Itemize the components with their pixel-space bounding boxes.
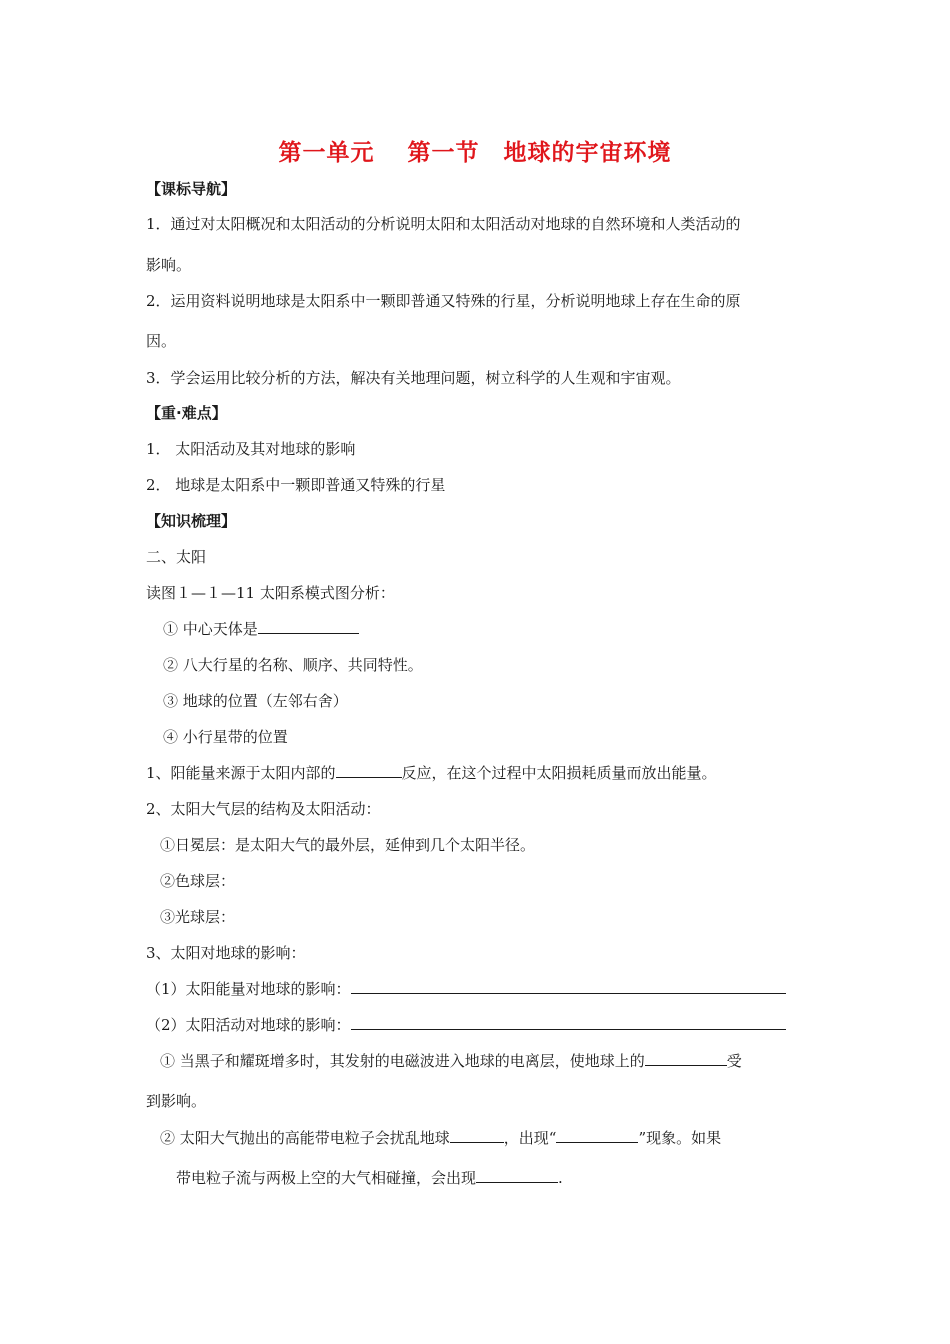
question-3-2-ii-cont — [176, 1168, 563, 1188]
knowledge-heading: 【知识梳理】 — [146, 512, 237, 530]
answer-blank[interactable] — [556, 1128, 638, 1143]
question-1-text-a: 1、阳能量来源于太阳内部的 — [146, 764, 336, 782]
fig-item-4: ④ 小行星带的位置 — [163, 728, 288, 746]
question-3-2-ii-text-a: ② 太阳大气抛出的高能带电粒子会扰乱地球 — [160, 1129, 450, 1147]
question-3-1-text: （1）太阳能量对地球的影响： — [146, 980, 351, 998]
fig-item-2: ② 八大行星的名称、顺序、共同特性。 — [163, 656, 423, 674]
curriculum-item-1b: 影响。 — [146, 256, 192, 274]
curriculum-item-3: 3．学会运用比较分析的方法，解决有关地理问题，树立科学的人生观和宇宙观。 — [146, 369, 681, 387]
fig-item-3: ③ 地球的位置（左邻右舍） — [163, 692, 348, 710]
fig-item-1 — [163, 619, 359, 639]
question-3-2-i-text-a: ① 当黑子和耀斑增多时，其发射的电磁波进入地球的电离层，使地球上的 — [160, 1052, 645, 1070]
question-3-2-ii — [160, 1128, 721, 1148]
question-3-2-ii-text-e: . — [558, 1169, 563, 1187]
answer-blank[interactable] — [258, 619, 359, 634]
answer-blank[interactable] — [476, 1168, 558, 1183]
answer-blank[interactable] — [645, 1051, 727, 1066]
answer-blank[interactable] — [351, 979, 786, 994]
question-3-2-text: （2）太阳活动对地球的影响： — [146, 1016, 351, 1034]
question-3-2-i-text-b: 受 — [726, 1052, 742, 1070]
question-1 — [146, 763, 717, 783]
question-3: 3、太阳对地球的影响： — [146, 944, 306, 962]
curriculum-item-2b: 因。 — [146, 332, 177, 350]
answer-blank[interactable] — [450, 1128, 504, 1143]
question-1-text-b: 反应，在这个过程中太阳损耗质量而放出能量。 — [401, 764, 717, 782]
question-2-item-c: ③光球层： — [160, 908, 236, 926]
question-3-2-i — [160, 1051, 742, 1071]
question-3-2-i-cont: 到影响。 — [146, 1092, 207, 1110]
key-point-1: 1． 太阳活动及其对地球的影响 — [146, 440, 356, 458]
question-3-2-ii-text-b: ，出现“ — [503, 1129, 557, 1147]
page-title: 第一单元 第一节 地球的宇宙环境 — [278, 140, 672, 166]
fig-item-1-text: ① 中心天体是 — [163, 620, 258, 638]
question-3-2-ii-text-c: ”现象。如果 — [638, 1129, 722, 1147]
question-2-item-a: ①日冕层：是太阳大气的最外层，延伸到几个太阳半径。 — [160, 836, 536, 854]
curriculum-item-1a: 1．通过对太阳概况和太阳活动的分析说明太阳和太阳活动对地球的自然环境和人类活动的 — [146, 215, 741, 233]
read-figure: 读图１—１—11 太阳系模式图分析： — [146, 584, 395, 602]
key-points-heading: 【重·难点】 — [146, 404, 227, 422]
curriculum-item-2a: 2．运用资料说明地球是太阳系中一颗即普通又特殊的行星，分析说明地球上存在生命的原 — [146, 292, 741, 310]
answer-blank[interactable] — [351, 1015, 786, 1030]
question-3-2-ii-text-d: 带电粒子流与两极上空的大气相碰撞，会出现 — [176, 1169, 477, 1187]
question-2-item-b: ②色球层： — [160, 872, 236, 890]
key-point-2: 2． 地球是太阳系中一颗即普通又特殊的行星 — [146, 476, 446, 494]
answer-blank[interactable] — [336, 763, 402, 778]
curriculum-heading: 【课标导航】 — [146, 180, 237, 198]
knowledge-sub: 二、太阳 — [146, 548, 207, 566]
question-2: 2、太阳大气层的结构及太阳活动： — [146, 800, 381, 818]
question-3-2 — [146, 1015, 786, 1035]
question-3-1 — [146, 979, 786, 999]
